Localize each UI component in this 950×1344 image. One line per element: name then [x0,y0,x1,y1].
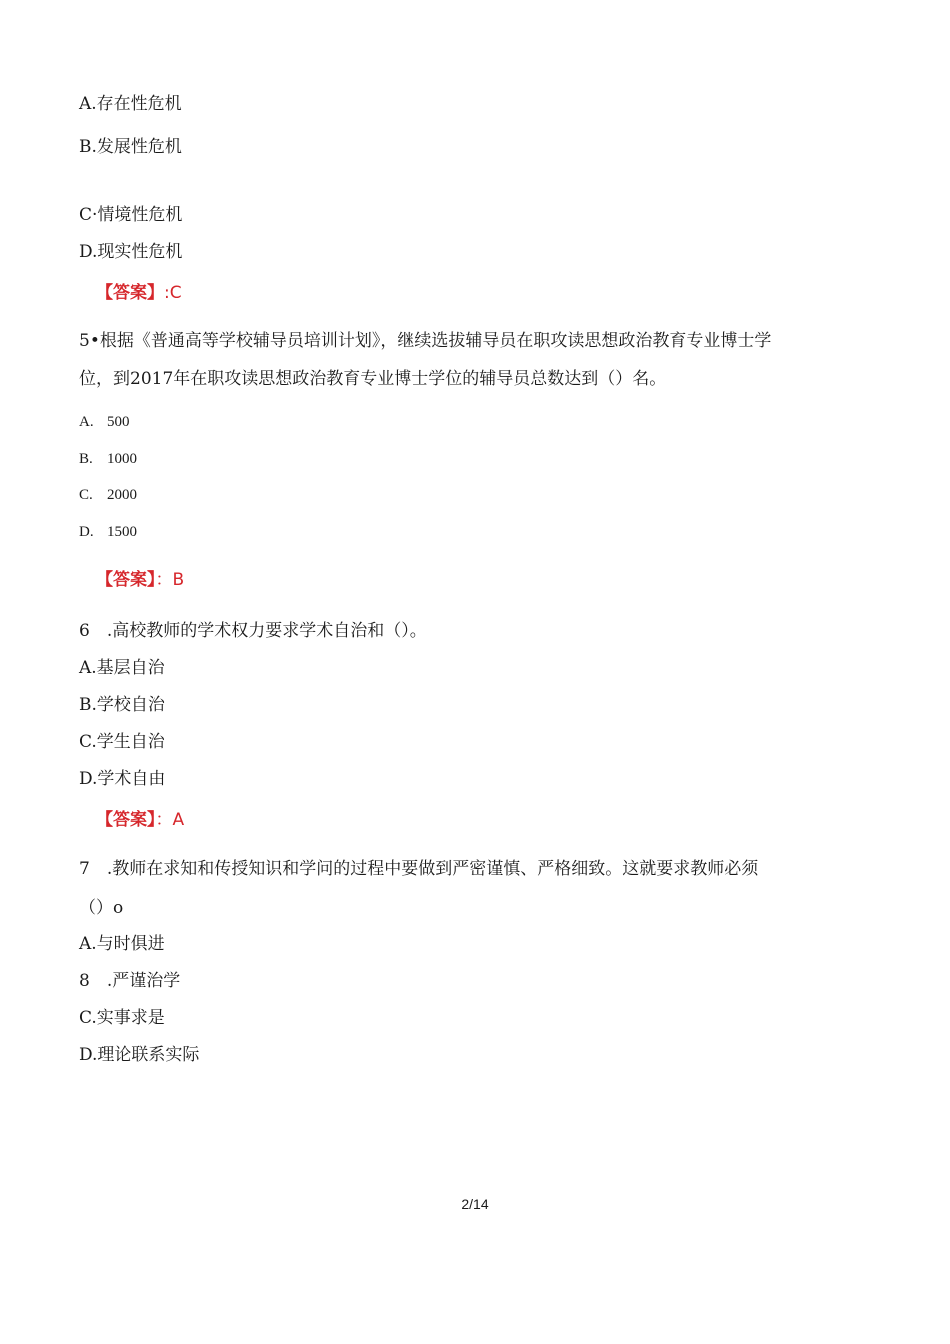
q5-answer [96,570,184,590]
page-number: 2/14 [461,1196,489,1212]
q4-option-b: B.发展性危机 [79,137,182,157]
option-letter: B. [79,451,93,467]
q7-option-b: 8 .严谨治学 [79,971,181,991]
answer-value: ：B [155,570,185,590]
option-text: 1500 [107,524,137,540]
q5-option-d [79,522,137,542]
q5-stem-line1: 5•根据《普通高等学校辅导员培训计划》，继续选拔辅导员在职攻读思想政治教育专业博士学 [79,331,772,351]
q6-option-c: C.学生自治 [79,732,165,752]
answer-value: :C [164,283,182,303]
q7-stem-line1: 7 .教师在求知和传授知识和学问的过程中要做到严密谨慎、严格细致。这就要求教师必须 [79,859,759,879]
q4-option-a: A.存在性危机 [79,94,182,114]
q6-answer [96,810,184,830]
answer-label: 【答案】 [96,283,164,303]
answer-label: 【答案】 [96,570,156,590]
q4-option-d: D.现实性危机 [79,242,183,262]
q7-stem-line2: （）o [79,898,124,918]
option-text: 500 [107,414,130,430]
option-letter: D. [79,524,94,540]
option-letter: A. [79,414,94,430]
q7-option-c: C.实事求是 [79,1008,165,1028]
q5-option-a [79,412,130,432]
answer-value: ：A [155,810,185,830]
option-text: 2000 [107,487,137,503]
q7-option-d: D.理论联系实际 [79,1045,200,1065]
q6-stem: 6 .高校教师的学术权力要求学术自治和（）。 [79,621,427,641]
q4-option-c: C·情境性危机 [79,205,183,225]
option-letter: C. [79,487,93,503]
answer-label: 【答案】 [96,810,156,830]
q6-option-b: B.学校自治 [79,695,165,715]
q5-option-b [79,449,137,469]
q6-option-d: D.学术自由 [79,769,166,789]
q6-option-a: A.基层自治 [79,658,165,678]
q5-option-c [79,485,137,505]
q7-option-a: A.与时俱进 [79,934,165,954]
q5-stem-line2: 位，到2017年在职攻读思想政治教育专业博士学位的辅导员总数达到（）名。 [79,369,667,389]
q4-answer [96,283,182,303]
option-text: 1000 [107,451,137,467]
